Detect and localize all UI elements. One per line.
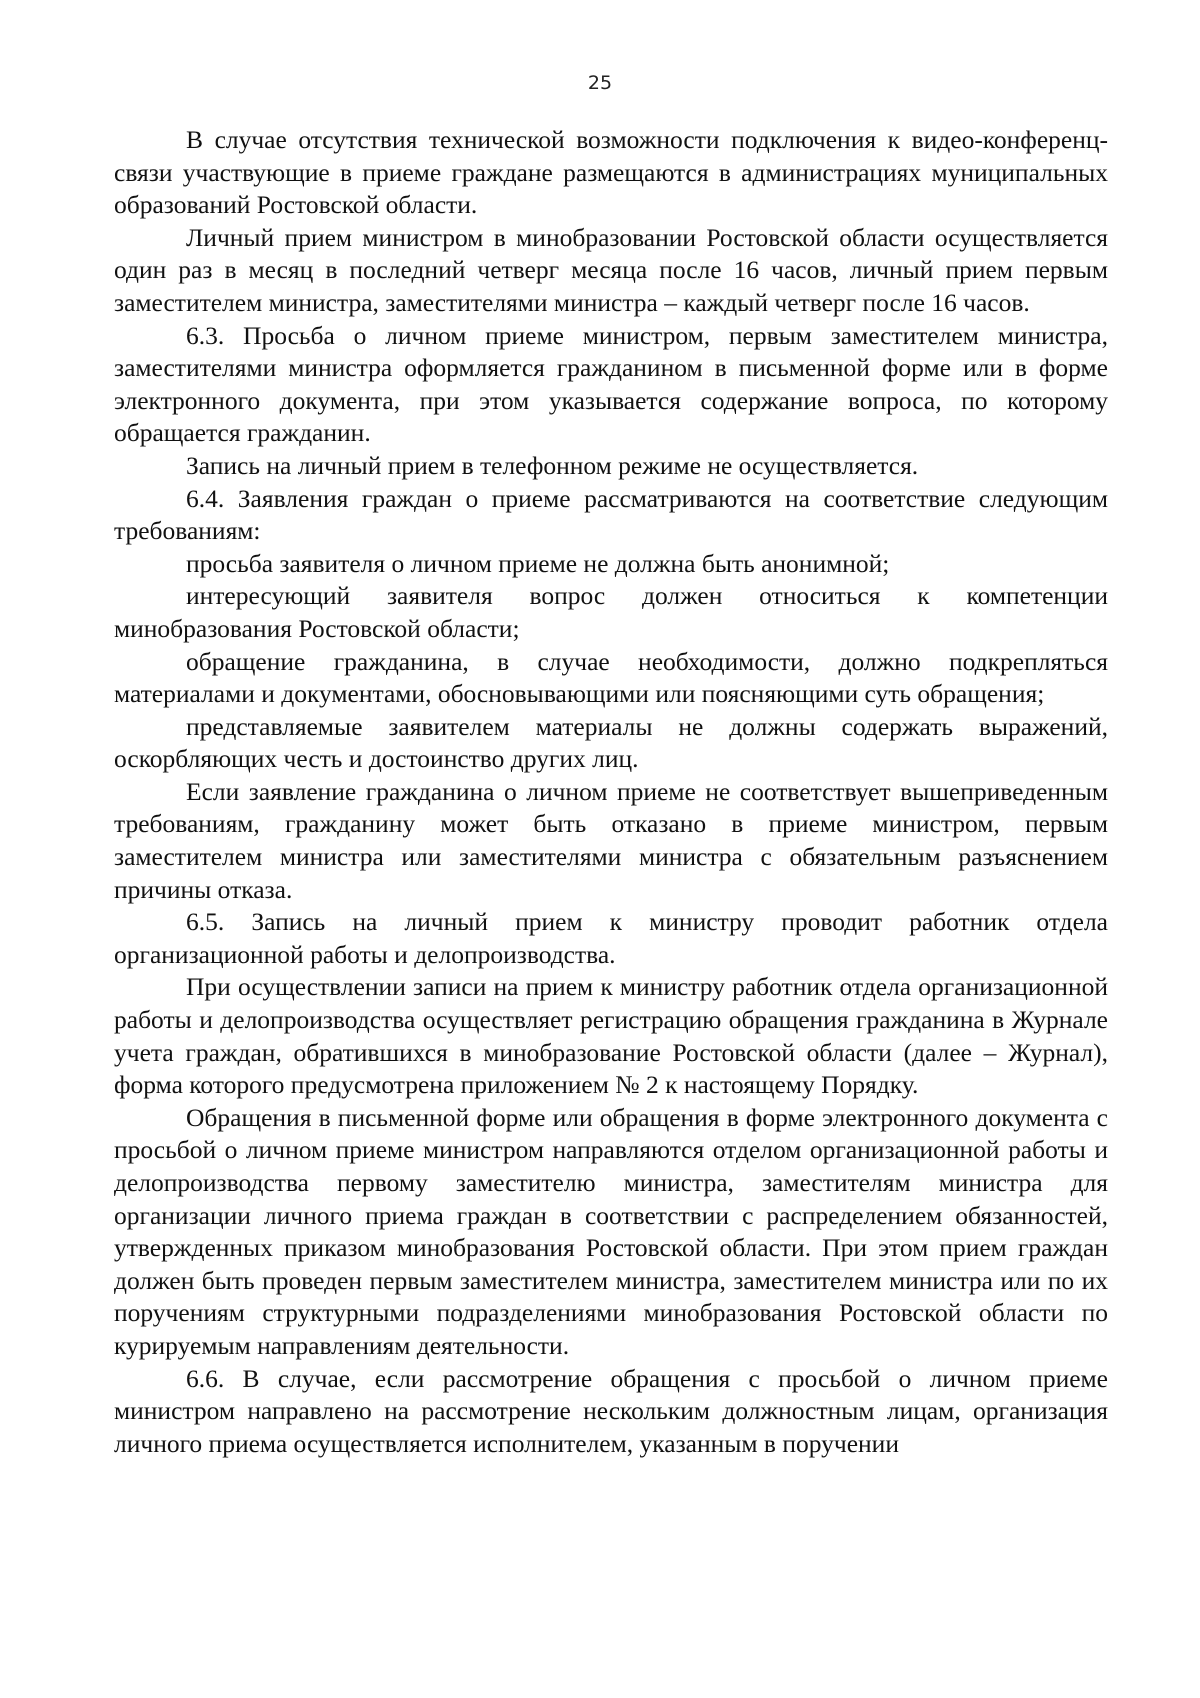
paragraph-written-requests: Обращения в письменной форме или обращения в форме электронного документа с просьбой о личном приеме министром направляются отделом организационной работы и делопроизводства первому заместителю министра, заместителям министра для организации личного приема граждан в соответствии с распределением обязанностей, утвержденных приказом минобразования Ростовской области. При этом прием граждан должен быть проведен первым заместителем министра, заместителем министра или по их поручениям структурными подразделениями минобразования Ростовской области по курируемым направлениям деятельности. — [114, 1102, 1108, 1360]
requirement-supporting-documents: обращение гражданина, в случае необходимости, должно подкрепляться материалами и документами, обосновывающими или поясняющими суть обращения; — [114, 646, 1108, 709]
paragraph-phone-registration: Запись на личный прием в телефонном режиме не осуществляется. — [186, 450, 919, 480]
paragraph-6-5: 6.5. Запись на личный прием к министру проводит работник отдела организационной работы и делопроизводства. — [114, 907, 1108, 969]
requirement-competence: интересующий заявителя вопрос должен относиться к компетенции минобразования Ростовской области; — [114, 581, 1108, 643]
requirement-not-anonymous: просьба заявителя о личном приеме не должна быть анонимной; — [186, 548, 890, 578]
paragraph-videoconference: В случае отсутствия технической возможности подключения к видео-конференц-связи участвующие в приеме граждане размещаются в администрациях муниципальных образований Ростовской области. — [114, 125, 1108, 220]
paragraph-minister-schedule: Личный прием министром в минобразовании Ростовской области осуществляется один раз в месяц в последний четверг месяца после 16 часов, личный прием первым заместителем министра, заместителями министра – каждый четверг после 16 часов. — [114, 222, 1108, 317]
paragraph-6-4: 6.4. Заявления граждан о приеме рассматриваются на соответствие следующим требованиям: — [114, 483, 1108, 546]
paragraph-refusal: Если заявление гражданина о личном приеме не соответствует вышеприведенным требованиям, гражданину может быть отказано в приеме министром, первым заместителем министра или заместителями министра с обязательным разъяснением причины отказа. — [114, 776, 1108, 904]
paragraph-6-6: 6.6. В случае, если рассмотрение обращения с просьбой о личном приеме министром направлено на рассмотрение нескольким должностным лицам, организация личного приема осуществляется исполнителем, указанным в поручении — [114, 1363, 1108, 1458]
paragraph-6-3: 6.3. Просьба о личном приеме министром, первым заместителем министра, заместителями министра оформляется гражданином в письменной форме или в форме электронного документа, при этом указывается содержание вопроса, по которому обращается гражданин. — [114, 320, 1108, 448]
page-number: 25 — [587, 72, 613, 94]
document-body — [114, 124, 1108, 1460]
paragraph-journal-registration: При осуществлении записи на прием к министру работник отдела организационной работы и делопроизводства осуществляет регистрацию обращения гражданина в Журнале учета граждан, обратившихся в минобразование Ростовской области (далее – Журнал), форма которого предусмотрена приложением № 2 к настоящему Порядку. — [114, 972, 1108, 1100]
requirement-no-insults: представляемые заявителем материалы не должны содержать выражений, оскорбляющих честь и достоинство других лиц. — [114, 711, 1108, 774]
